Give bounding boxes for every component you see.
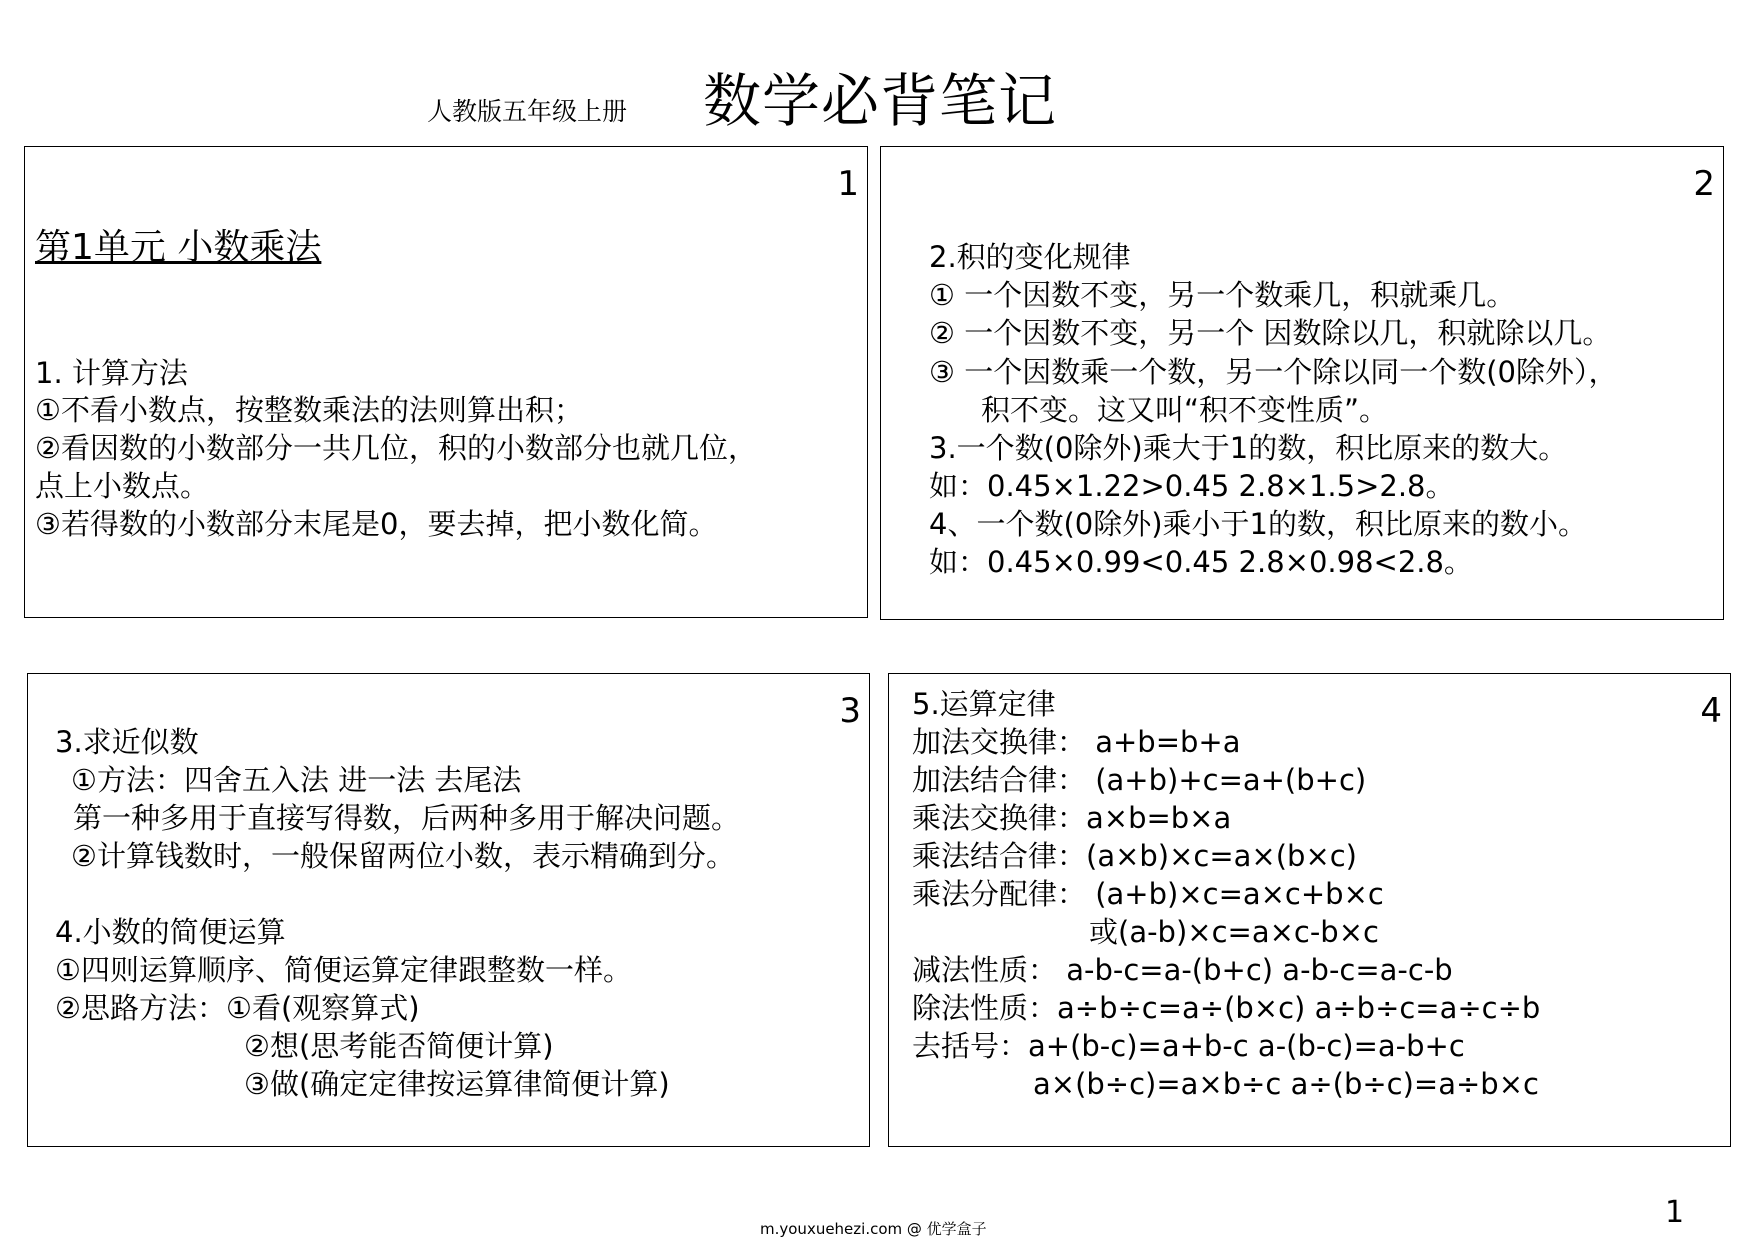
card-line: ②计算钱数时，一般保留两位小数，表示精确到分。 [71, 839, 735, 873]
card-line: 积不变。这又叫“积不变性质”。 [981, 393, 1389, 427]
card-line: 加法结合律： (a+b)+c=a+(b+c) [912, 763, 1367, 797]
card-line: ③若得数的小数部分末尾是0，要去掉，把小数化简。 [35, 507, 718, 541]
card-number: 1 [837, 164, 859, 204]
card-line: ② 一个因数不变，另一个 因数除以几，积就除以几。 [929, 316, 1612, 350]
card-line: 5.运算定律 [912, 687, 1056, 721]
card-line: ②想(思考能否简便计算) [244, 1029, 554, 1063]
page-title: 数学必背笔记 [703, 67, 1058, 135]
page-subtitle: 人教版五年级上册 [427, 97, 628, 126]
card-line: 乘法交换律：a×b=b×a [912, 801, 1232, 835]
card-line: 如：0.45×1.22>0.45 2.8×1.5>2.8。 [929, 469, 1455, 503]
card-number: 2 [1693, 164, 1715, 204]
card-line: ①不看小数点，按整数乘法的法则算出积； [35, 393, 583, 427]
card-line: 加法交换律： a+b=b+a [912, 725, 1241, 759]
card-line: 第一种多用于直接写得数，后两种多用于解决问题。 [73, 801, 741, 835]
card-line: ③ 一个因数乘一个数，另一个除以同一个数(0除外）， [929, 355, 1618, 389]
card-line: ②思路方法：①看(观察算式) [55, 991, 420, 1025]
card-line: ①方法：四舍五入法 进一法 去尾法 [71, 763, 522, 797]
card-line: 2.积的变化规律 [929, 240, 1131, 274]
card-line: 或(a-b)×c=a×c-b×c [1089, 915, 1379, 949]
footer-site-credit: m.youxuehezi.com @ 优学盒子 [760, 1220, 987, 1238]
card-line: ① 一个因数不变，另一个数乘几，积就乘几。 [929, 278, 1516, 312]
card-line: 去括号：a+(b-c)=a+b-c a-(b-c)=a-b+c [912, 1029, 1465, 1063]
card-line: 3.一个数(0除外)乘大于1的数，积比原来的数大。 [929, 431, 1568, 465]
card-line: 1. 计算方法 [35, 356, 188, 390]
unit-heading: 第1单元 小数乘法 [35, 227, 322, 268]
page-number: 1 [1665, 1195, 1685, 1230]
card-line: ②看因数的小数部分一共几位，积的小数部分也就几位， [35, 431, 757, 465]
card-line: 点上小数点。 [35, 469, 210, 503]
card-line: 4.小数的简便运算 [55, 915, 286, 949]
card-line: 如：0.45×0.99<0.45 2.8×0.98<2.8。 [929, 545, 1473, 579]
card-line: 4、一个数(0除外)乘小于1的数，积比原来的数小。 [929, 507, 1587, 541]
card-line: a×(b÷c)=a×b÷c a÷(b÷c)=a÷b×c [1033, 1067, 1539, 1101]
note-card-2 [880, 146, 1724, 620]
card-line: 乘法分配律： (a+b)×c=a×c+b×c [912, 877, 1384, 911]
card-line: 乘法结合律：(a×b)×c=a×(b×c) [912, 839, 1357, 873]
card-number: 4 [1700, 691, 1722, 731]
note-card-3 [27, 673, 870, 1147]
card-line: 除法性质：a÷b÷c=a÷(b×c) a÷b÷c=a÷c÷b [912, 991, 1541, 1025]
card-line: 3.求近似数 [55, 725, 199, 759]
card-line: 减法性质： a-b-c=a-(b+c) a-b-c=a-c-b [912, 953, 1453, 987]
note-card-1 [24, 146, 868, 618]
card-line: ③做(确定定律按运算律简便计算) [244, 1067, 670, 1101]
card-line: ①四则运算顺序、简便运算定律跟整数一样。 [55, 953, 632, 987]
note-card-4 [888, 673, 1731, 1147]
card-number: 3 [839, 691, 861, 731]
